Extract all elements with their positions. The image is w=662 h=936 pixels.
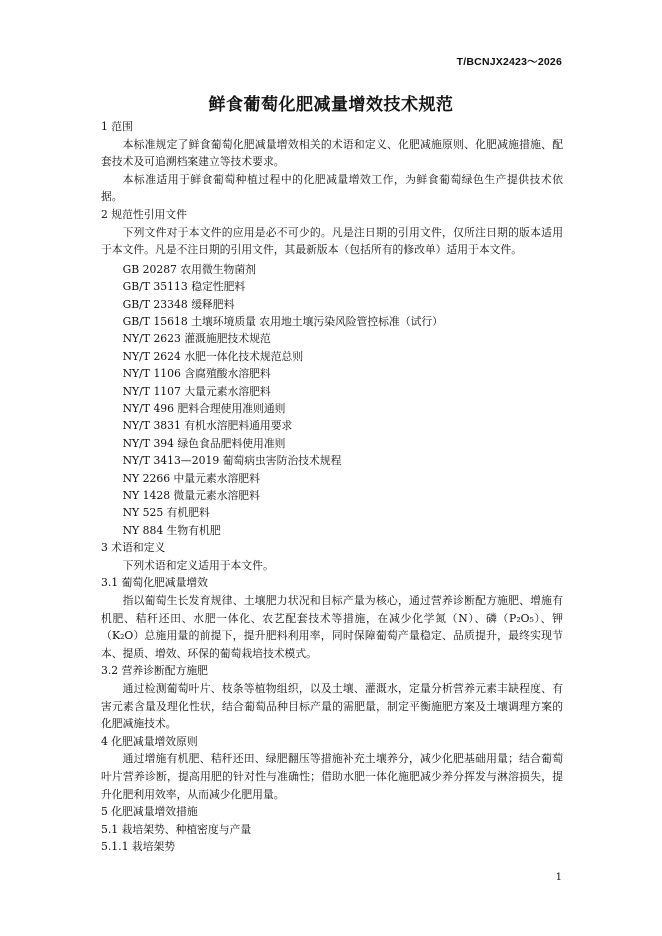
paragraph: 本标准适用于鲜食葡萄种植过程中的化肥减量增效工作，为鲜食葡萄绿色生产提供技术依据。 (101, 172, 563, 204)
page-number: 1 (555, 872, 562, 883)
reference-item: NY/T 2624 水肥一体化技术规范总则 (122, 349, 304, 363)
reference-item: GB/T 35113 稳定性肥料 (122, 280, 246, 294)
reference-item: GB 20287 农用微生物菌剂 (122, 262, 256, 276)
reference-item: NY/T 2623 灌溉施肥技术规范 (122, 332, 271, 346)
paragraph: 本标准规定了鲜食葡萄化肥减量增效相关的术语和定义、化肥减施原则、化肥减施措施、配套技术及可追溯档案建立等技术要求。 (101, 137, 563, 169)
reference-item: NY/T 3831 有机水溶肥料通用要求 (122, 419, 293, 433)
reference-list (101, 261, 563, 540)
reference-item: NY/T 1107 大量元素水溶肥料 (122, 384, 271, 398)
paragraph: 通过增施有机肥、秸秆还田、绿肥翻压等措施补充土壤养分，减少化肥基础用量；结合葡萄叶片营养诊断，提高用肥的针对性与准确性；借助水肥一体化施肥减少养分挥发与淋溶损失，提升化肥利用效率，从而减少化肥用量。 (101, 752, 563, 801)
reference-item: NY/T 1106 含腐殖酸水溶肥料 (122, 367, 271, 381)
subsection-heading-3-2: 3.2 营养诊断配方施肥 (101, 664, 208, 678)
reference-item: NY/T 394 绿色食品肥料使用准则 (122, 436, 286, 450)
reference-item: NY 1428 微量元素水溶肥料 (122, 489, 260, 503)
reference-item: NY 2266 中量元素水溶肥料 (122, 471, 260, 485)
reference-item: GB/T 15618 土壤环境质量 农用地土壤污染风险管控标准（试行） (122, 314, 443, 328)
standard-code: T/BCNJX2423～2026 (456, 56, 562, 68)
reference-item: NY 525 有机肥料 (122, 506, 210, 520)
reference-item: NY/T 3413—2019 葡萄病虫害防治技术规程 (122, 454, 342, 468)
reference-item: GB/T 23348 缓释肥料 (122, 297, 235, 311)
reference-item: NY 884 生物有机肥 (122, 523, 221, 537)
paragraph: 下列文件对于本文件的应用是必不可少的。凡是注日期的引用文件，仅所注日期的版本适用于本文件。凡是不注日期的引用文件，其最新版本（包括所有的修改单）适用于本文件。 (101, 225, 563, 257)
section-heading-1: 1 范围 (101, 120, 133, 133)
paragraph: 下列术语和定义适用于本文件。 (122, 558, 274, 572)
section-heading-3: 3 术语和定义 (101, 541, 166, 555)
subsection-heading-5-1: 5.1 栽培架势、种植密度与产量 (101, 822, 252, 836)
section-heading-5: 5 化肥减量增效措施 (101, 805, 198, 819)
section-heading-2: 2 规范性引用文件 (101, 207, 187, 221)
section-heading-4: 4 化肥减量增效原则 (101, 734, 198, 748)
document-body (101, 118, 563, 856)
definition-text: 指以葡萄生长发育规律、土壤肥力状况和目标产量为核心，通过营养诊断配方施肥、增施有机肥、秸秆还田、水肥一体化、农艺配套技术等措施，在减少化学氮（N）、磷（P₂O₅）、钾（K₂O）总施用量的前提下，提升肥料利用率，同时保障葡萄产量稳定、品质提升，最终实现节本、提质、增效、环保的葡萄栽培技术模式。 (101, 594, 563, 660)
subsection-heading-3-1: 3.1 葡萄化肥减量增效 (101, 576, 208, 590)
definition-text: 通过检测葡萄叶片、枝条等植物组织，以及土壤、灌溉水，定量分析营养元素丰缺程度、有害元素含量及理化性状，结合葡萄品种目标产量的需肥量，制定平衡施肥方案及土壤调理方案的化肥减施技术。 (101, 682, 563, 731)
subsection-heading-5-1-1: 5.1.1 栽培架势 (101, 840, 176, 854)
reference-item: NY/T 496 肥料合理使用准则通则 (122, 402, 286, 415)
document-title: 鲜食葡萄化肥减量增效技术规范 (208, 95, 454, 115)
